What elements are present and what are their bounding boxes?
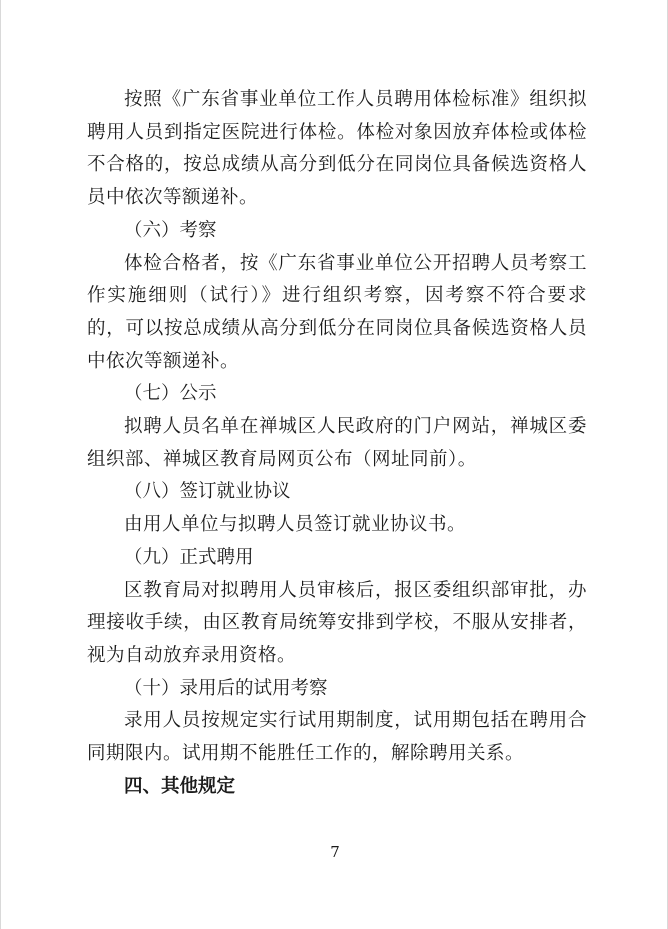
paragraph-publicity: 拟聘人员名单在禅城区人民政府的门户网站，禅城区委组织部、禅城区教育局网页公布（网址同前）。 bbox=[87, 416, 587, 470]
document-body bbox=[87, 84, 587, 803]
section-heading-other-provisions: 四、其他规定 bbox=[124, 775, 236, 797]
heading-formal-hiring: （九）正式聘用 bbox=[124, 546, 254, 568]
heading-probation: （十）录用后的试用考察 bbox=[124, 677, 328, 699]
paragraph-employment-agreement: 由用人单位与拟聘人员签订就业协议书。 bbox=[124, 514, 467, 536]
heading-inspection: （六）考察 bbox=[124, 219, 217, 241]
paragraph-inspection: 体检合格者，按《广东省事业单位公开招聘人员考察工作实施细则（试行）》进行组织考察，因考察不符合要求的，可以按总成绩从高分到低分在同岗位具备候选资格人员中依次等额递补。 bbox=[87, 252, 587, 372]
paragraph-probation: 录用人员按规定实行试用期制度，试用期包括在聘用合同期限内。试用期不能胜任工作的，解除聘用关系。 bbox=[87, 710, 587, 765]
heading-employment-agreement: （八）签订就业协议 bbox=[124, 481, 291, 503]
heading-publicity: （七）公示 bbox=[124, 383, 217, 405]
paragraph-physical-exam: 按照《广东省事业单位工作人员聘用体检标准》组织拟聘用人员到指定医院进行体检。体检对象因放弃体检或体检不合格的，按总成绩从高分到低分在同岗位具备候选资格人员中依次等额递补。 bbox=[87, 89, 587, 209]
paragraph-formal-hiring: 区教育局对拟聘用人员审核后，报区委组织部审批，办理接收手续，由区教育局统筹安排到学校，不服从安排者，视为自动放弃录用资格。 bbox=[87, 579, 587, 666]
page-number: 7 bbox=[330, 843, 340, 861]
